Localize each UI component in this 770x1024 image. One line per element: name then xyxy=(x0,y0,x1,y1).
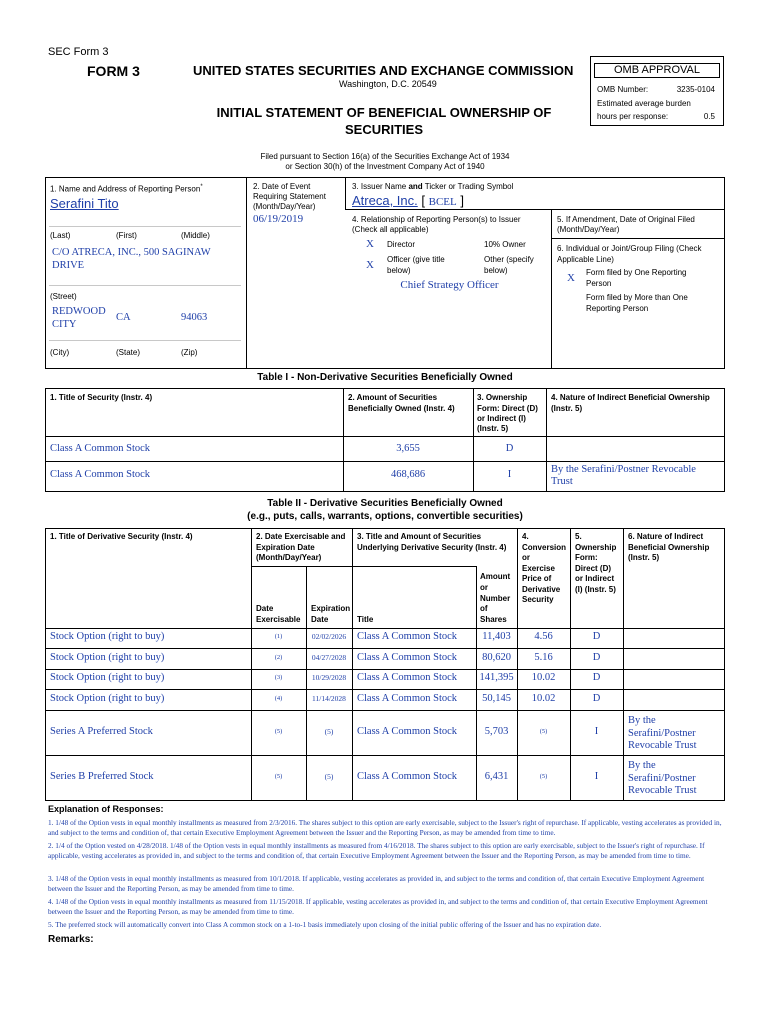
table2-row4-ownership-form: D xyxy=(592,692,601,704)
table2-row3-expiration-date: 10/29/2028 xyxy=(311,673,347,682)
box6-label-1: 6. Individual or Joint/Group Filing (Check xyxy=(557,244,702,253)
table2-row1-underlying-title: Class A Common Stock xyxy=(357,631,458,642)
table1-col1-header: 1. Title of Security (Instr. 4) xyxy=(50,393,153,402)
table2-row2-expiration-date: 04/27/2028 xyxy=(311,652,347,662)
table2-row3-ownership-form: D xyxy=(592,672,601,683)
box5-label-1: 5. If Amendment, Date of Original Filed xyxy=(557,215,695,224)
table1-col2-header-1: 2. Amount of Securities xyxy=(348,393,438,402)
officer-title: Chief Strategy Officer xyxy=(400,279,499,291)
box2-label-3: (Month/Day/Year) xyxy=(253,202,316,211)
table2-col3b-header-3: Number xyxy=(480,594,511,603)
omb-number-value: 3235-0104 xyxy=(676,85,715,94)
more-persons-label-2: Reporting Person xyxy=(586,304,649,313)
table1-col3-header-3: or Indirect (I) xyxy=(477,414,526,423)
table1-col4-header-2: (Instr. 5) xyxy=(551,404,583,413)
statement-title: INITIAL STATEMENT OF BENEFICIAL OWNERSHIP OF SECURITIES xyxy=(216,105,552,137)
middle-label: (Middle) xyxy=(181,231,210,240)
table2-col3b-header-5: Shares xyxy=(480,615,507,624)
table1-row2-amount: 468,686 xyxy=(390,469,426,480)
table2-row3-security-title: Stock Option (right to buy) xyxy=(50,672,165,683)
table2-row2-underlying-shares: 80,620 xyxy=(482,651,511,663)
table2-col5-header-4: Direct (D) xyxy=(575,564,612,573)
table2-col4-header-2: Conversion xyxy=(522,543,567,552)
table2-row4-expiration-date: 11/14/2028 xyxy=(312,693,346,703)
box2-label-2: Requiring Statement xyxy=(253,192,326,201)
table2-col3b-header-4: of xyxy=(480,604,488,613)
sec-form-label: SEC Form 3 xyxy=(48,46,109,58)
table2-row5-nature-2: Serafini/Postner xyxy=(628,727,696,739)
table2-col6-header-1: 6. Nature of Indirect xyxy=(628,532,704,541)
issuer-line: Atreca, Inc. [ BCEL ] xyxy=(352,193,464,208)
table2-row6-exercise-price: (5) xyxy=(539,772,548,780)
state-value: CA xyxy=(116,312,131,323)
table2-row6-date-exercisable: (5) xyxy=(274,772,283,780)
table2-row6-security-title: Series B Preferred Stock xyxy=(50,770,154,782)
table2-row1-ownership-form: D xyxy=(592,631,601,642)
table2-row6-nature-1: By the xyxy=(628,760,656,771)
table2-row6-nature-2: Serafini/Postner xyxy=(628,772,696,784)
omb-burden-label: Estimated average burden xyxy=(597,99,691,108)
filed-pursuant-1: Filed pursuant to Section 16(a) of the Securities Exchange Act of 1934 xyxy=(260,152,510,161)
table2-row5-underlying-title: Class A Common Stock xyxy=(357,725,458,737)
table2-row1-exercise-price: 4.56 xyxy=(534,631,553,642)
other-label-1: Other (specify xyxy=(484,255,534,264)
filed-pursuant-2: or Section 30(h) of the Investment Company Act of 1940 xyxy=(285,162,485,171)
explanation-title: Explanation of Responses: xyxy=(48,804,164,814)
city-line-2: CITY xyxy=(52,319,77,330)
reporting-person-name-link[interactable]: Serafini Tito xyxy=(50,196,119,211)
commission-location: Washington, D.C. 20549 xyxy=(339,79,437,89)
remarks-label: Remarks: xyxy=(48,934,94,945)
table2-col5-header-3: Form: xyxy=(575,553,598,562)
one-person-checkbox-mark[interactable]: X xyxy=(567,272,575,284)
table2-col1-header: 1. Title of Derivative Security (Instr. 4) xyxy=(50,532,193,541)
table2-row4-security-title: Stock Option (right to buy) xyxy=(50,692,165,704)
table1-row2-nature-1: By the Serafini/Postner Revocable xyxy=(551,464,696,475)
table2-row3-date-exercisable: (3) xyxy=(274,674,283,681)
table2-row3-exercise-price: 10.02 xyxy=(531,672,556,683)
table2-row1-expiration-date: 02/02/2026 xyxy=(311,632,347,641)
footnote-1: 1. 1/48 of the Option vests in equal monthly installments as measured from 2/3/2016. The shares subject to this option are early exercisable, subject to the Issuer's right of repurchase. If applicable, vesting accelerates as provided in, and subject to the terms and condition of, that certain Executive Employment Agreement between the Issuer and the Reporting Person, as may be amended from time to time. xyxy=(48,818,722,837)
table2-col4-header-3: or xyxy=(522,553,530,562)
table2-row5-underlying-shares: 5,703 xyxy=(484,725,509,737)
table2-title-2: (e.g., puts, calls, warrants, options, convertible securities) xyxy=(247,511,523,522)
table1-title: Table I - Non-Derivative Securities Beneficially Owned xyxy=(257,372,513,383)
table2-row4-exercise-price: 10.02 xyxy=(531,692,556,704)
table1-row2-title: Class A Common Stock xyxy=(50,469,151,480)
table2-row1-security-title: Stock Option (right to buy) xyxy=(50,631,165,642)
table2-col5-header-1: 5. xyxy=(575,532,582,541)
table2-row6-underlying-shares: 6,431 xyxy=(484,770,509,782)
box5-label-2: (Month/Day/Year) xyxy=(557,225,620,234)
table2-row5-date-exercisable: (5) xyxy=(274,727,283,735)
director-checkbox-mark[interactable]: X xyxy=(366,238,374,250)
table1-col3-header-1: 3. Ownership xyxy=(477,393,528,402)
table2-row5-ownership-form: I xyxy=(594,725,599,737)
event-date: 06/19/2019 xyxy=(253,213,304,225)
table2-row5-security-title: Series A Preferred Stock xyxy=(50,725,153,737)
table2-row3-underlying-title: Class A Common Stock xyxy=(357,672,458,683)
omb-title: OMB APPROVAL xyxy=(594,63,720,78)
omb-hours-value: 0.5 xyxy=(703,112,715,121)
officer-label-2: below) xyxy=(387,266,411,275)
table1-col2-header-2: Beneficially Owned (Instr. 4) xyxy=(348,404,455,413)
one-person-label-2: Person xyxy=(586,279,612,288)
address-line-1: C/O ATRECA, INC., 500 SAGINAW xyxy=(52,247,211,258)
state-label: (State) xyxy=(116,348,141,357)
table2-col2a-header-2: Exercisable xyxy=(256,615,301,624)
table1-col4-header-1: 4. Nature of Indirect Beneficial Ownership xyxy=(551,393,710,402)
table1-row1-amount: 3,655 xyxy=(396,443,420,454)
table2-col2b-header-1: Expiration xyxy=(311,604,351,613)
table2-row6-underlying-title: Class A Common Stock xyxy=(357,770,458,782)
director-label: Director xyxy=(387,240,416,249)
street-label: (Street) xyxy=(50,292,77,301)
box4-label-1: 4. Relationship of Reporting Person(s) to Issuer xyxy=(352,215,521,224)
table2-col4-header-1: 4. xyxy=(522,532,529,541)
table2-col2-header-3: (Month/Day/Year) xyxy=(256,553,322,562)
issuer-ticker: BCEL xyxy=(428,196,457,208)
table2-row6-nature-3: Revocable Trust xyxy=(628,785,697,796)
table2-row4-underlying-title: Class A Common Stock xyxy=(357,692,458,704)
table2-row2-date-exercisable: (2) xyxy=(274,653,283,661)
more-persons-label-1: Form filed by More than One xyxy=(586,293,688,302)
omb-hours-label: hours per response: xyxy=(597,112,669,121)
table2-col4-header-4: Exercise xyxy=(522,564,555,573)
table2-row2-exercise-price: 5.16 xyxy=(534,651,553,663)
table2-col5-header-2: Ownership xyxy=(575,543,617,552)
box1-label: 1. Name and Address of Reporting Person* xyxy=(50,184,203,194)
table1-row2-nature-2: Trust xyxy=(551,476,573,487)
table2-row6-ownership-form: I xyxy=(594,770,599,782)
table2-col5-header-6: (I) (Instr. 5) xyxy=(575,585,616,594)
table2-row1-date-exercisable: (1) xyxy=(274,633,283,640)
table1-col3-header-4: (Instr. 5) xyxy=(477,424,509,433)
table2-row3-underlying-shares: 141,395 xyxy=(479,672,514,683)
address-line-2: DRIVE xyxy=(52,260,85,271)
table2-col4-header-7: Security xyxy=(522,595,554,604)
issuer-name-link[interactable]: Atreca, Inc. xyxy=(352,193,418,208)
box6-label-2: Applicable Line) xyxy=(557,255,614,264)
table2-col2-header-2: Expiration Date xyxy=(256,543,315,552)
table2-col4-header-6: Derivative xyxy=(522,585,561,594)
one-person-label-1: Form filed by One Reporting xyxy=(586,268,687,277)
table2-col3a-header: Title xyxy=(357,615,374,624)
box2-label-1: 2. Date of Event xyxy=(253,182,311,191)
officer-checkbox-mark[interactable]: X xyxy=(366,259,374,271)
table2-row2-security-title: Stock Option (right to buy) xyxy=(50,651,165,663)
table2-col5-header-5: or Indirect xyxy=(575,574,615,583)
city-line-1: REDWOOD xyxy=(52,306,106,317)
table2-row6-expiration-date: (5) xyxy=(324,771,334,781)
table2-col3-header-2: Underlying Derivative Security (Instr. 4) xyxy=(357,543,507,552)
table2-row5-expiration-date: (5) xyxy=(324,726,334,736)
last-label: (Last) xyxy=(50,231,71,240)
table2-row5-exercise-price: (5) xyxy=(539,727,548,735)
form-title: FORM 3 xyxy=(87,63,140,79)
table2-col2b-header-2: Date xyxy=(311,615,329,624)
table2-row1-underlying-shares: 11,403 xyxy=(482,631,511,642)
box4-label-2: (Check all applicable) xyxy=(352,225,429,234)
table2-col6-header-2: Beneficial Ownership xyxy=(628,543,710,552)
table2-row2-underlying-title: Class A Common Stock xyxy=(357,651,458,663)
omb-approval-box xyxy=(590,56,724,126)
zip-label: (Zip) xyxy=(181,348,198,357)
footnote-3: 3. 1/48 of the Option vests in equal monthly installments as measured from 10/1/2018. If applicable, vesting accelerates as provided in, and subject to the terms and condition of, that certain Executive Employment Agreement between the Issuer and the Reporting Person, as may be amended from time to time. xyxy=(48,874,705,893)
ten-percent-owner-label: 10% Owner xyxy=(484,240,526,249)
table2-row2-ownership-form: D xyxy=(592,651,601,663)
table2-row4-date-exercisable: (4) xyxy=(274,694,283,702)
commission-title: UNITED STATES SECURITIES AND EXCHANGE COMMISSION xyxy=(193,63,574,78)
table2-row5-nature-1: By the xyxy=(628,715,656,726)
zip-value: 94063 xyxy=(181,312,208,323)
box3-label: 3. Issuer Name and Ticker or Trading Symbol xyxy=(352,182,514,191)
table2-col3-header-1: 3. Title and Amount of Securities xyxy=(357,532,482,541)
table2-row4-underlying-shares: 50,145 xyxy=(482,692,511,704)
footnote-5: 5. The preferred stock will automatically convert into Class A common stock on a 1-to-1 basis immediately upon closing of the initial public offering of the Issuer and has no expiration date. xyxy=(48,920,602,929)
footnote-4: 4. 1/48 of the Option vests in equal monthly installments as measured from 11/15/2018. If applicable, vesting accelerates as provided in, and subject to the terms and condition of, that certain Executive Employment Agreement between the Issuer and the Reporting Person, as may be amended from time to time. xyxy=(48,897,708,916)
table2-title-1: Table II - Derivative Securities Beneficially Owned xyxy=(267,498,503,509)
table2-col2-header-1: 2. Date Exercisable and xyxy=(256,532,346,541)
first-label: (First) xyxy=(116,231,137,240)
table1-col3-header-2: Form: Direct (D) xyxy=(477,404,538,413)
table1-row1-form: D xyxy=(505,443,514,454)
other-label-2: below) xyxy=(484,266,508,275)
table2-col4-header-5: Price of xyxy=(522,574,552,583)
omb-number-label: OMB Number: xyxy=(597,85,649,94)
table2-col3b-header-1: Amount xyxy=(480,572,511,581)
footnote-2: 2. 1/4 of the Option vested on 4/28/2018. 1/48 of the Option vests in equal monthly installments as measured from 4/16/2018. The shares subject to this option are early exercisable, subject to the Issuer's right of repurchase. If applicable, vesting accelerates as provided in, and subject to the terms and condition of, that certain Executive Employment Agreement between the Issuer and the Reporting Person, as may be amended from time to time. xyxy=(48,841,705,860)
city-label: (City) xyxy=(50,348,70,357)
table2-row5-nature-3: Revocable Trust xyxy=(628,740,697,751)
officer-label-1: Officer (give title xyxy=(387,255,445,264)
table1-row2-form: I xyxy=(507,469,512,480)
table2-col3b-header-2: or xyxy=(480,583,488,592)
table1-row1-title: Class A Common Stock xyxy=(50,443,151,454)
table2-col2a-header-1: Date xyxy=(256,604,274,613)
table2-col6-header-3: (Instr. 5) xyxy=(628,553,660,562)
